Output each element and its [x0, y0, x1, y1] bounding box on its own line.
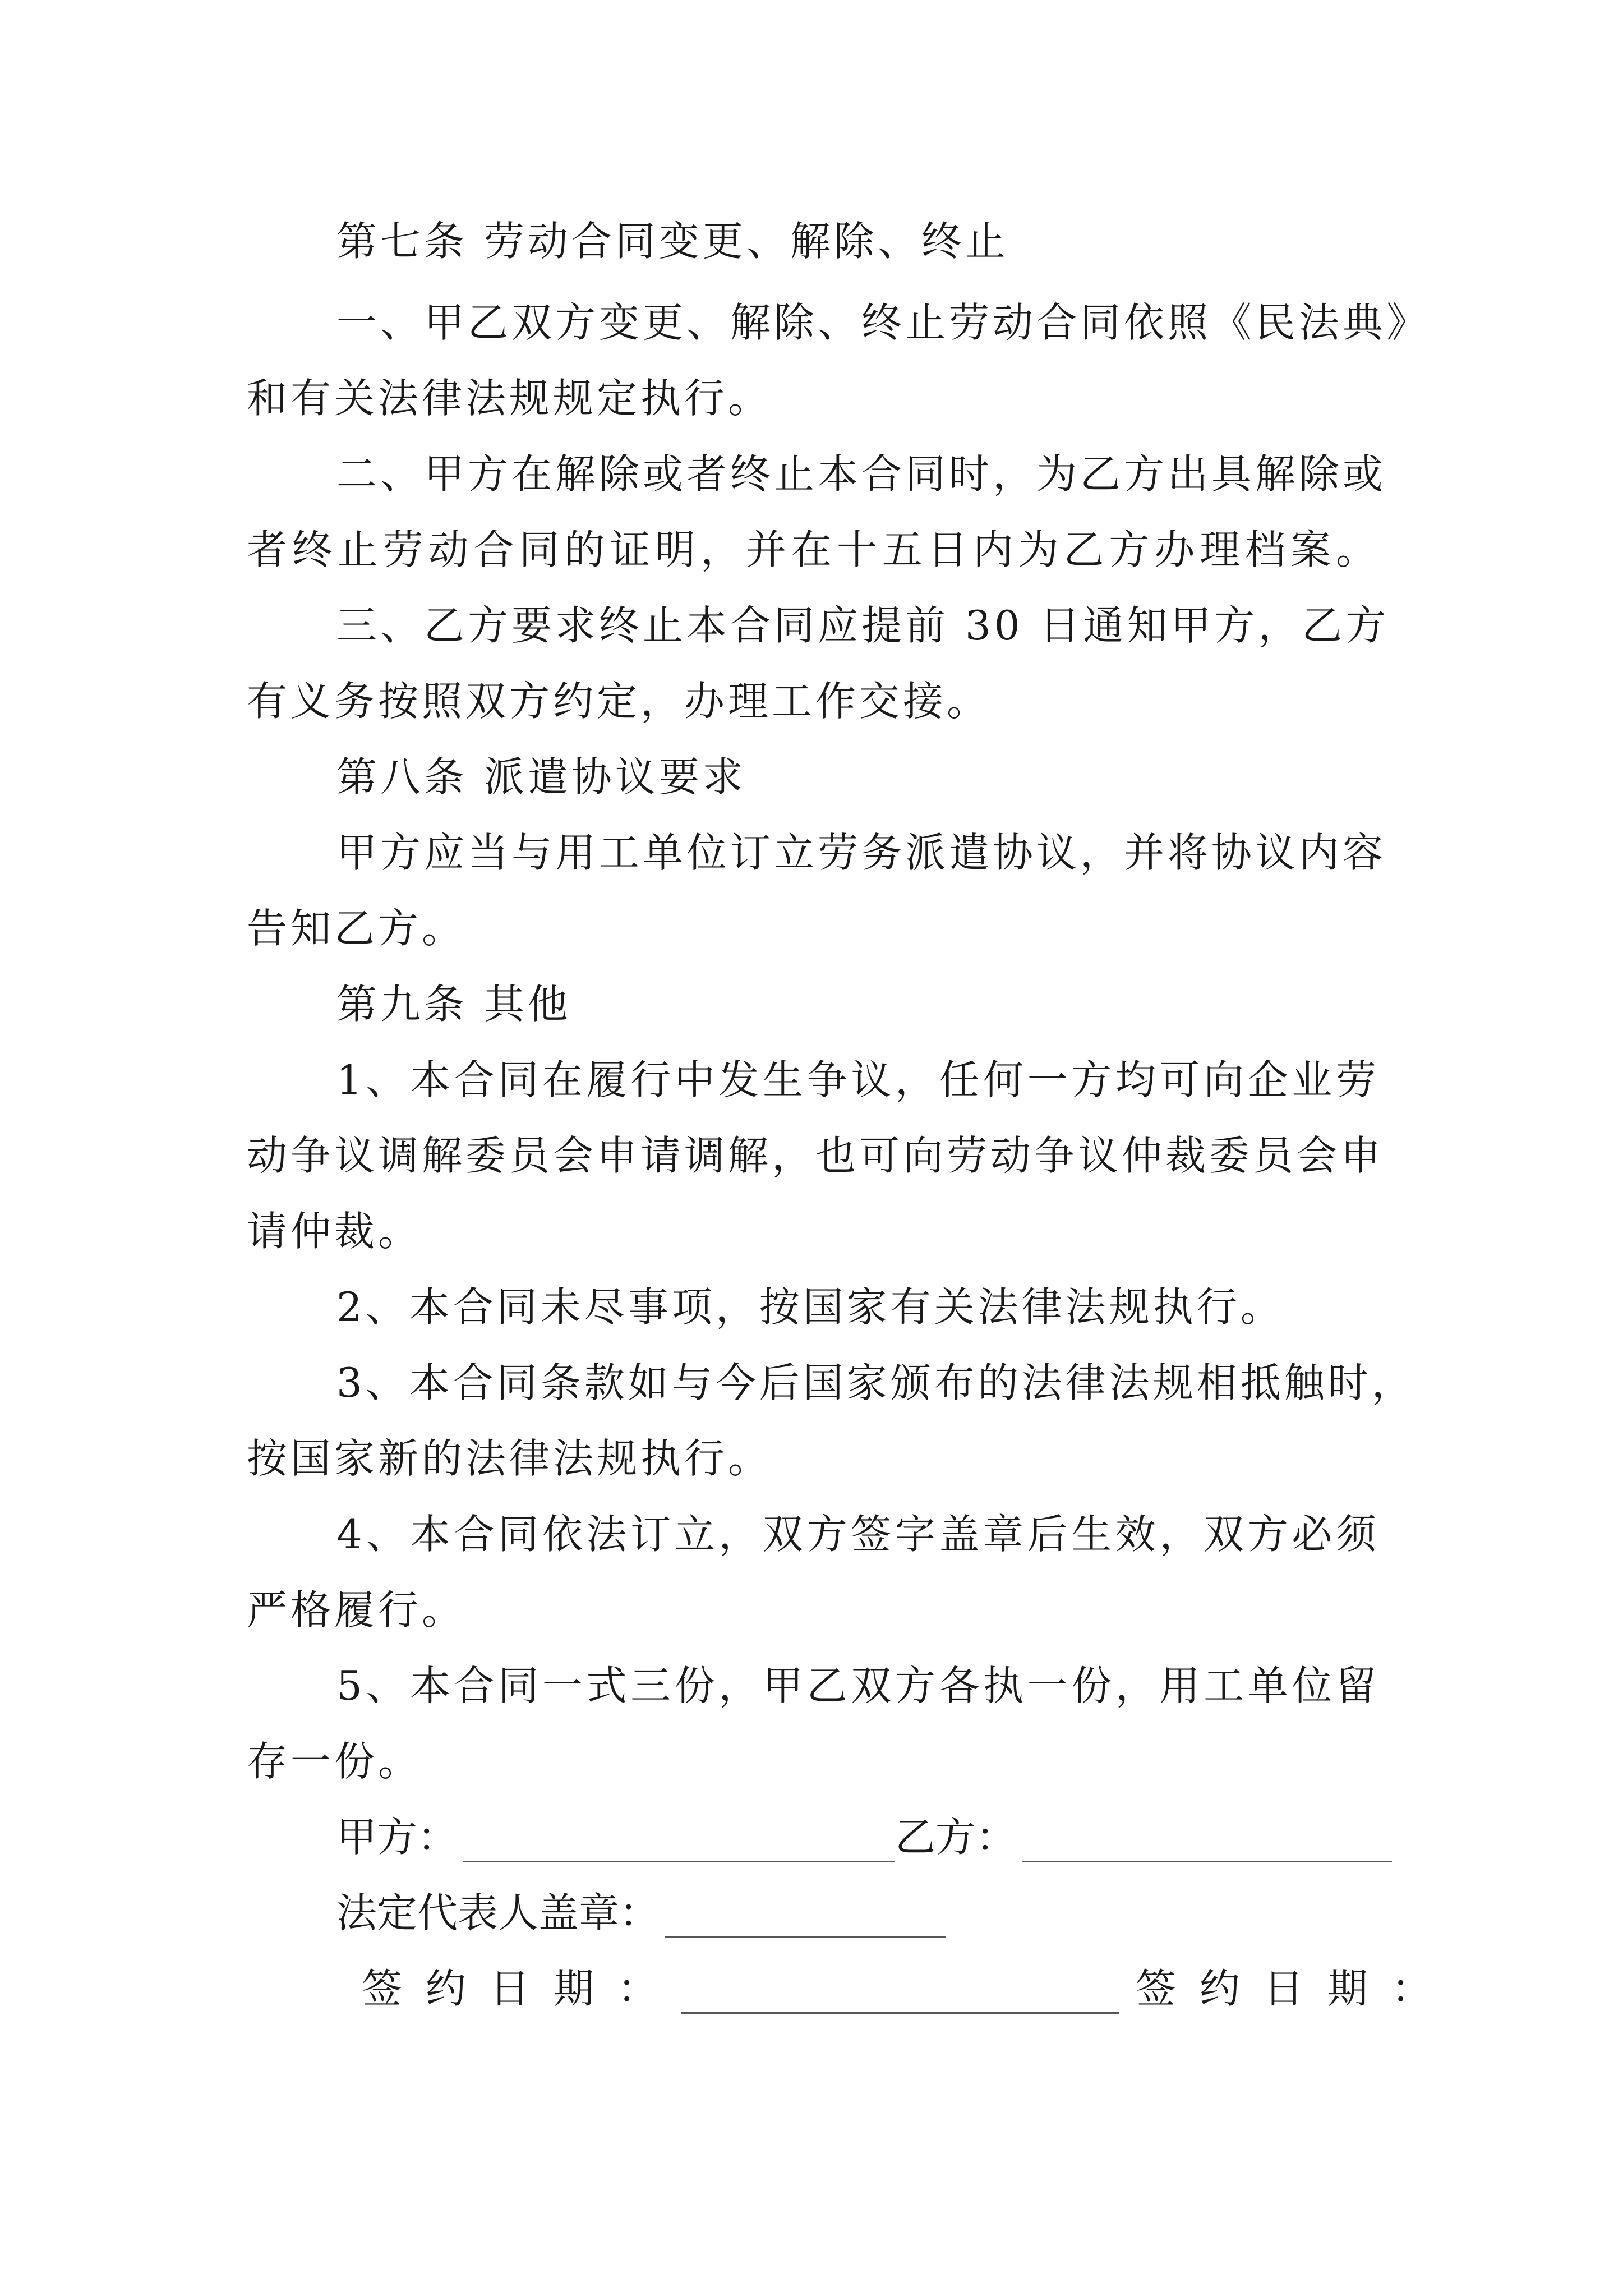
article-9-item-2-line-1: 2、本合同未尽事项，按国家有关法律法规执行。: [336, 1283, 1284, 1331]
article-7-para-3-line-2: 有义务按照双方约定，办理工作交接。: [247, 678, 991, 725]
party-signature-row: [336, 1812, 1392, 1862]
party-a-blank[interactable]: [463, 1821, 895, 1862]
sign-date-a-label: 签约日期：: [362, 1965, 682, 2012]
article-9-item-1-line-2: 动争议调解委员会申请调解，也可向劳动争议仲裁委员会申: [247, 1132, 1385, 1179]
article-9-item-3-line-2: 按国家新的法律法规执行。: [247, 1435, 772, 1482]
legal-rep-label: 法定代表人盖章：: [336, 1889, 660, 1936]
party-b-label: 乙方：: [895, 1814, 1017, 1861]
article-9-item-5-line-2: 存一份。: [247, 1738, 422, 1785]
article-7-para-1-line-1: 一、甲乙双方变更、解除、终止劳动合同依照《民法典》: [336, 299, 1431, 346]
article-8-heading: 第八条 派遣协议要求: [336, 753, 746, 800]
article-9-item-5-line-1: 5、本合同一式三份，甲乙双方各执一份，用工单位留: [336, 1662, 1380, 1709]
article-7-para-3-line-1: 三、乙方要求终止本合同应提前 30 日通知甲方，乙方: [336, 602, 1390, 649]
sign-date-b-label: 签约日期：: [1136, 1965, 1456, 2012]
article-7-para-1-line-2: 和有关法律法规规定执行。: [247, 375, 772, 422]
party-b-blank[interactable]: [1022, 1821, 1392, 1862]
article-7-heading: 第七条 劳动合同变更、解除、终止: [336, 218, 1009, 265]
article-9-item-1-line-1: 1、本合同在履行中发生争议，任何一方均可向企业劳: [336, 1056, 1380, 1103]
article-9-item-4-line-1: 4、本合同依法订立，双方签字盖章后生效，双方必须: [336, 1511, 1380, 1558]
article-9-item-1-line-3: 请仲裁。: [247, 1208, 422, 1255]
legal-rep-row: [336, 1888, 946, 1938]
article-8-para-1-line-2: 告知乙方。: [247, 905, 466, 952]
article-8-para-1-line-1: 甲方应当与用工单位订立劳务派遣协议，并将协议内容: [336, 829, 1387, 876]
party-a-label: 甲方：: [336, 1814, 458, 1861]
sign-date-a-blank[interactable]: [681, 1973, 1119, 2014]
article-9-heading: 第九条 其他: [336, 981, 571, 1028]
article-9-item-3-line-1: 3、本合同条款如与今后国家颁布的法律法规相抵触时，: [336, 1359, 1415, 1406]
article-7-para-2-line-1: 二、甲方在解除或者终止本合同时，为乙方出具解除或: [336, 450, 1387, 498]
sign-date-row: [362, 1963, 1455, 2014]
article-7-para-2-line-2: 者终止劳动合同的证明，并在十五日内为乙方办理档案。: [247, 526, 1380, 573]
legal-rep-blank[interactable]: [665, 1897, 946, 1938]
article-9-item-4-line-2: 严格履行。: [247, 1586, 466, 1634]
